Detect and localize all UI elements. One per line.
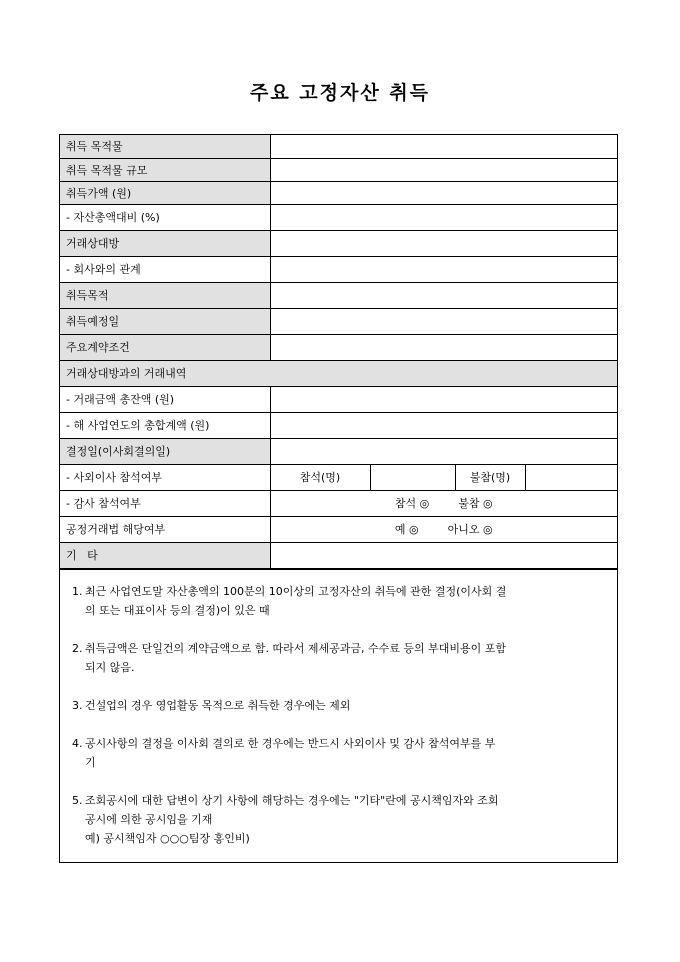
note-3 (72, 696, 603, 715)
note-text (85, 639, 603, 677)
label-balance-total: - 거래금액 총잔액 (원) (60, 386, 270, 412)
value-annual-total[interactable] (270, 412, 617, 438)
value-target[interactable] (270, 135, 617, 158)
note-line: 의 또는 대표이사 등의 결정)이 있은 때 (85, 603, 270, 617)
row-asset-ratio (60, 204, 617, 230)
label-fair-trade: 공정거래법 해당여부 (60, 516, 270, 542)
row-etc (60, 542, 617, 568)
note-line: 조회공시에 대한 답변이 상기 사항에 해당하는 경우에는 "기타"란에 공시책임자와 조회 (85, 793, 499, 807)
row-outside-directors (60, 464, 617, 490)
note-number: 2. (72, 641, 83, 655)
value-price[interactable] (270, 181, 617, 204)
value-target-scale[interactable] (270, 158, 617, 181)
label-present-count: 참석(명) (270, 464, 370, 490)
label-purpose: 취득목적 (60, 282, 270, 308)
note-text (85, 734, 603, 772)
row-scheduled-date (60, 308, 617, 334)
note-5 (72, 791, 603, 848)
row-target (60, 135, 617, 158)
page-title: 주요 고정자산 취득 (249, 82, 431, 104)
label-target-scale: 취득 목적물 규모 (60, 158, 270, 181)
value-main-terms[interactable] (270, 334, 617, 360)
label-asset-ratio: - 자산총액대비 (%) (60, 204, 270, 230)
row-purpose (60, 282, 617, 308)
note-line: 되지 않음. (85, 660, 135, 674)
note-text (85, 582, 603, 620)
note-line: 공시에 의한 공시임을 기재 (85, 812, 213, 826)
value-relation[interactable] (270, 256, 617, 282)
form-table (60, 135, 617, 569)
row-target-scale (60, 158, 617, 181)
label-relation: - 회사와의 관계 (60, 256, 270, 282)
disclosure-form (59, 134, 618, 863)
auditor-absent-option[interactable]: 불참 ◎ (458, 497, 493, 510)
label-main-terms: 주요계약조건 (60, 334, 270, 360)
row-annual-total (60, 412, 617, 438)
row-price (60, 181, 617, 204)
note-number: 5. (72, 793, 83, 807)
label-counterparty: 거래상대방 (60, 230, 270, 256)
value-purpose[interactable] (270, 282, 617, 308)
label-outside-directors: - 사외이사 참석여부 (60, 464, 270, 490)
value-counterparty[interactable] (270, 230, 617, 256)
note-line: 기 (85, 755, 96, 769)
value-absent-count[interactable] (525, 464, 617, 490)
value-present-count[interactable] (370, 464, 455, 490)
note-line: 예) 공시책임자 ○○○팀장 홍인비) (85, 831, 250, 845)
note-4 (72, 734, 603, 772)
label-auditor: - 감사 참석여부 (60, 490, 270, 516)
row-fair-trade (60, 516, 617, 542)
note-number: 4. (72, 736, 83, 750)
notes-section (60, 569, 617, 862)
label-absent-count: 불참(명) (455, 464, 525, 490)
value-scheduled-date[interactable] (270, 308, 617, 334)
value-etc[interactable] (270, 542, 617, 568)
row-decision-date (60, 438, 617, 464)
row-auditor (60, 490, 617, 516)
fair-trade-no-option[interactable]: 아니오 ◎ (447, 523, 493, 536)
note-text (85, 791, 603, 848)
label-trade-history: 거래상대방과의 거래내역 (60, 360, 617, 386)
row-balance-total (60, 386, 617, 412)
label-etc: 기 타 (60, 542, 270, 568)
note-1 (72, 582, 603, 620)
row-trade-history (60, 360, 617, 386)
value-balance-total[interactable] (270, 386, 617, 412)
row-relation (60, 256, 617, 282)
label-decision-date: 결정일(이사회결의일) (60, 438, 270, 464)
label-annual-total: - 해 사업연도의 총합계액 (원) (60, 412, 270, 438)
note-text (85, 696, 603, 715)
note-number: 1. (72, 584, 83, 598)
auditor-options (270, 490, 617, 516)
note-line: 공시사항의 결정을 이사회 결의로 한 경우에는 반드시 사외이사 및 감사 참석여부를 부 (85, 736, 496, 750)
value-decision-date[interactable] (270, 438, 617, 464)
note-line: 취득금액은 단일건의 계약금액으로 함. 따라서 제세공과금, 수수료 등의 부대비용이 포함 (85, 641, 506, 655)
label-target: 취득 목적물 (60, 135, 270, 158)
auditor-present-option[interactable]: 참석 ◎ (394, 497, 430, 510)
note-line: 최근 사업연도말 자산총액의 100분의 10이상의 고정자산의 취득에 관한 결정(이사회 결 (85, 584, 507, 598)
label-scheduled-date: 취득예정일 (60, 308, 270, 334)
note-2 (72, 639, 603, 677)
note-number: 3. (72, 698, 83, 712)
fair-trade-yes-option[interactable]: 예 ◎ (394, 523, 419, 536)
note-line: 건설업의 경우 영업활동 목적으로 취득한 경우에는 제외 (85, 698, 351, 712)
fair-trade-options (270, 516, 617, 542)
row-main-terms (60, 334, 617, 360)
row-counterparty (60, 230, 617, 256)
label-price: 취득가액 (원) (60, 181, 270, 204)
value-asset-ratio[interactable] (270, 204, 617, 230)
